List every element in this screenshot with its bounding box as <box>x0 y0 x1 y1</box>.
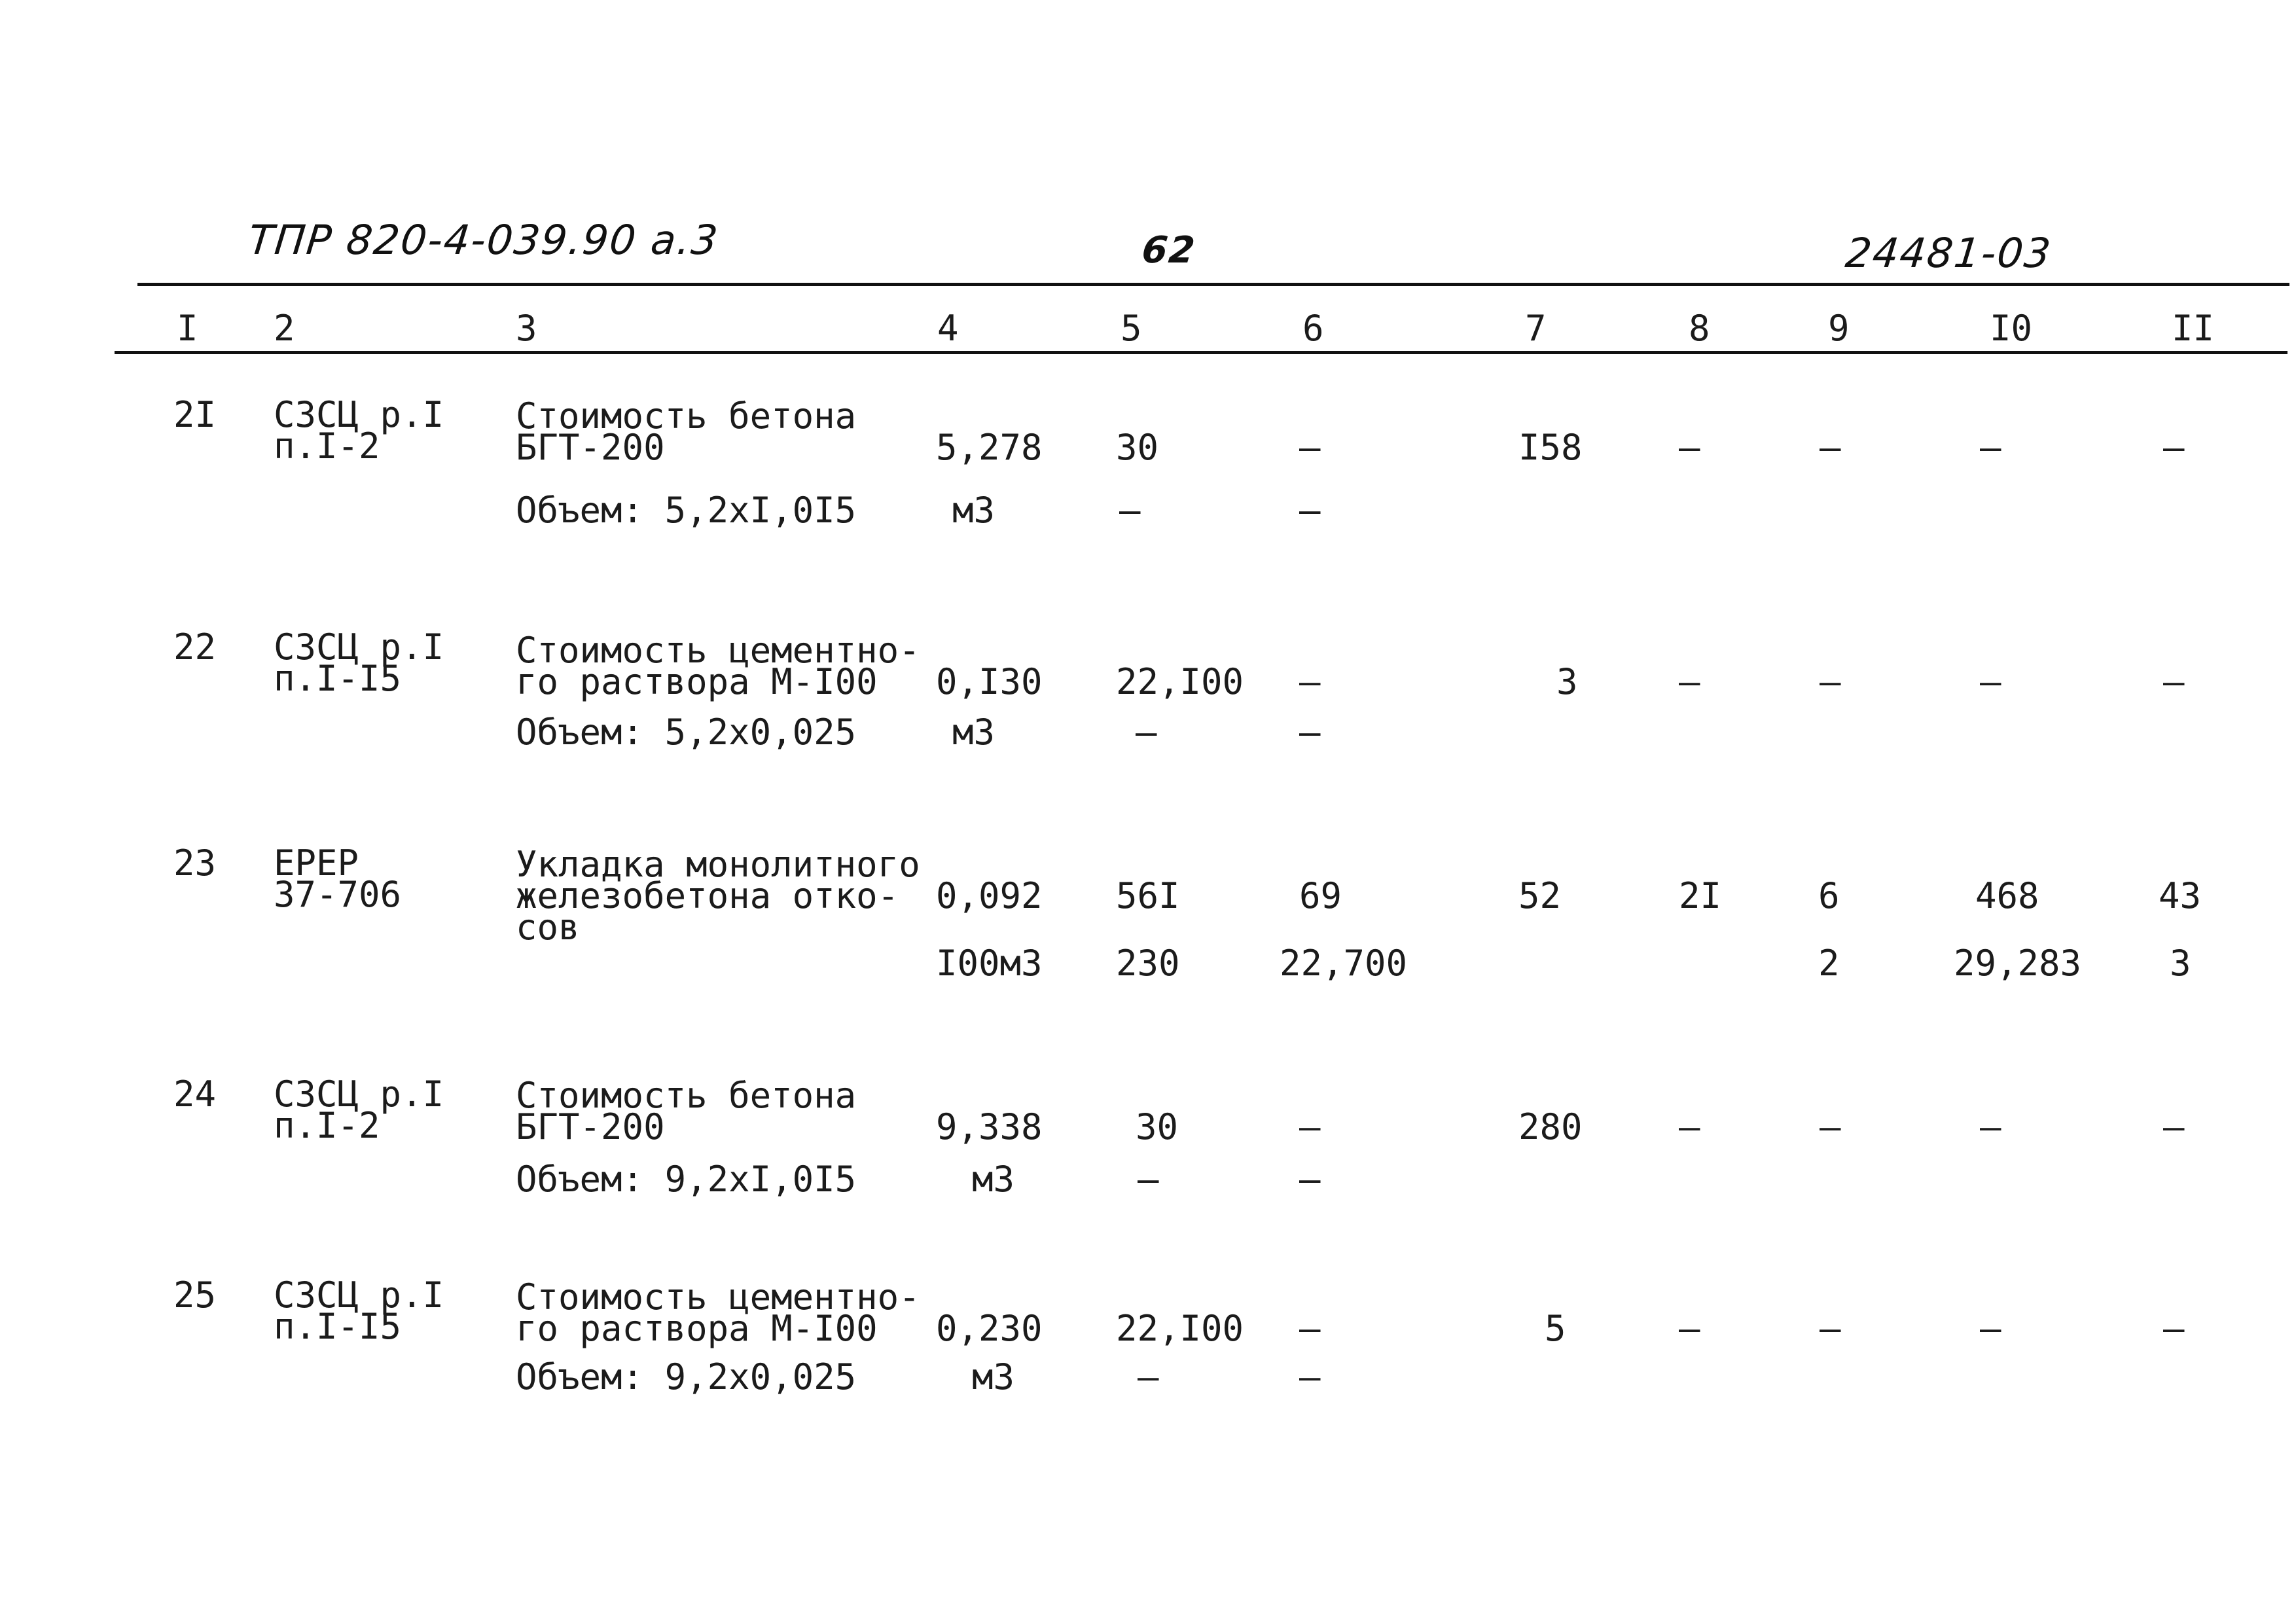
col10-value: – <box>1980 1106 2001 1147</box>
col-header-4: 4 <box>937 308 959 349</box>
col10-sub: 29,283 <box>1954 943 2082 984</box>
col-header-7: 7 <box>1525 308 1547 349</box>
col10-value: – <box>1980 427 2001 468</box>
col7-value: 52 <box>1518 875 1562 916</box>
header-bottom-rule <box>115 351 2287 354</box>
col-header-8: 8 <box>1689 308 1710 349</box>
volume-calculation: Объем: 5,2xI,0I5 <box>516 490 857 531</box>
col11-sub: 3 <box>2170 943 2191 984</box>
quantity: 5,278 <box>936 427 1043 468</box>
col5-sub: 230 <box>1116 943 1180 984</box>
volume-calculation: Объем: 9,2x0,025 <box>516 1356 857 1398</box>
quantity: 0,092 <box>936 875 1043 916</box>
volume-calculation: Объем: 5,2x0,025 <box>516 712 857 753</box>
reference-line-1: СЗСЦ р.I <box>274 1274 444 1316</box>
col5-sub: – <box>1138 1159 1159 1200</box>
description-line-3: сов <box>516 907 580 948</box>
col5-value: 56I <box>1116 875 1180 916</box>
col-header-3: 3 <box>516 308 537 349</box>
col9-value: – <box>1820 1106 1841 1147</box>
col7-value: 5 <box>1545 1308 1566 1349</box>
col5-value: 22,I00 <box>1116 1308 1244 1349</box>
col9-value: 6 <box>1818 875 1840 916</box>
col11-value: – <box>2163 427 2185 468</box>
col6-value: – <box>1299 661 1321 702</box>
col9-sub: 2 <box>1818 943 1840 984</box>
col6-sub: – <box>1299 490 1321 531</box>
col7-value: 3 <box>1556 661 1578 702</box>
col6-value: – <box>1299 1106 1321 1147</box>
col5-sub: – <box>1119 490 1141 531</box>
reference-line-2: п.I-I5 <box>274 1306 402 1347</box>
col5-sub: – <box>1136 712 1157 753</box>
col11-value: – <box>2163 1106 2185 1147</box>
col8-value: – <box>1679 1308 1700 1349</box>
row-number: 25 <box>173 1274 217 1316</box>
description-line-2: го раствора М-I00 <box>516 1308 878 1349</box>
reference-line-2: п.I-2 <box>274 1105 380 1146</box>
reference-line-1: СЗСЦ р.I <box>274 394 444 435</box>
col6-sub: 22,700 <box>1280 943 1408 984</box>
col9-value: – <box>1820 427 1841 468</box>
document-code: ТПР 820-4-039.90 а.3 <box>246 216 721 264</box>
col5-value: 22,I00 <box>1116 661 1244 702</box>
unit: м3 <box>972 1356 1015 1398</box>
col-header-5: 5 <box>1121 308 1142 349</box>
col11-value: – <box>2163 661 2185 702</box>
row-number: 22 <box>173 626 217 668</box>
col-header-1: I <box>177 308 198 349</box>
description-line-1: Стоимость бетона <box>516 1075 857 1116</box>
description-line-2: БГТ-200 <box>516 1106 665 1147</box>
reference-line-2: 37-706 <box>274 874 402 915</box>
col5-value: 30 <box>1136 1106 1179 1147</box>
col8-value: – <box>1679 427 1700 468</box>
description-line-1: Стоимость бетона <box>516 395 857 437</box>
col11-value: 43 <box>2159 875 2202 916</box>
quantity: 9,338 <box>936 1106 1043 1147</box>
reference-line-1: СЗСЦ р.I <box>274 626 444 668</box>
col7-value: 280 <box>1518 1106 1583 1147</box>
row-number: 23 <box>173 842 217 884</box>
col5-value: 30 <box>1116 427 1159 468</box>
quantity: 0,I30 <box>936 661 1043 702</box>
col8-value: 2I <box>1679 875 1722 916</box>
col7-value: I58 <box>1518 427 1583 468</box>
col9-value: – <box>1820 1308 1841 1349</box>
col10-value: – <box>1980 661 2001 702</box>
row-number: 2I <box>173 394 217 435</box>
quantity: 0,230 <box>936 1308 1043 1349</box>
unit: м3 <box>952 712 996 753</box>
reference-line-1: ЕРЕР <box>274 842 359 884</box>
col10-value: – <box>1980 1308 2001 1349</box>
col-header-2: 2 <box>274 308 295 349</box>
col10-value: 468 <box>1975 875 2039 916</box>
unit: I00м3 <box>936 943 1043 984</box>
col6-sub: – <box>1299 1159 1321 1200</box>
col-header-11: II <box>2172 308 2215 349</box>
description-line-2: железобетона отко- <box>516 875 899 916</box>
col8-value: – <box>1679 661 1700 702</box>
col6-sub: – <box>1299 712 1321 753</box>
col6-value: – <box>1299 427 1321 468</box>
col5-sub: – <box>1138 1356 1159 1398</box>
reference-line-1: СЗСЦ р.I <box>274 1074 444 1115</box>
description-line-1: Стоимость цементно- <box>516 1276 920 1318</box>
description-line-1: Укладка монолитного <box>516 844 920 885</box>
col6-value: 69 <box>1299 875 1342 916</box>
col-header-10: I0 <box>1990 308 2033 349</box>
col-header-6: 6 <box>1302 308 1324 349</box>
description-line-2: БГТ-200 <box>516 427 665 468</box>
reference-line-2: п.I-2 <box>274 425 380 467</box>
volume-calculation: Объем: 9,2xI,0I5 <box>516 1159 857 1200</box>
description-line-1: Стоимость цементно- <box>516 630 920 671</box>
header-top-rule <box>137 283 2289 286</box>
description-line-2: го раствора М-I00 <box>516 661 878 702</box>
col8-value: – <box>1679 1106 1700 1147</box>
unit: м3 <box>972 1159 1015 1200</box>
album-code: 24481-03 <box>1843 229 2054 277</box>
col6-sub: – <box>1299 1356 1321 1398</box>
unit: м3 <box>952 490 996 531</box>
col11-value: – <box>2163 1308 2185 1349</box>
col-header-9: 9 <box>1828 308 1850 349</box>
page-number: 62 <box>1139 229 1198 272</box>
reference-line-2: п.I-I5 <box>274 658 402 699</box>
col6-value: – <box>1299 1308 1321 1349</box>
col9-value: – <box>1820 661 1841 702</box>
row-number: 24 <box>173 1074 217 1115</box>
